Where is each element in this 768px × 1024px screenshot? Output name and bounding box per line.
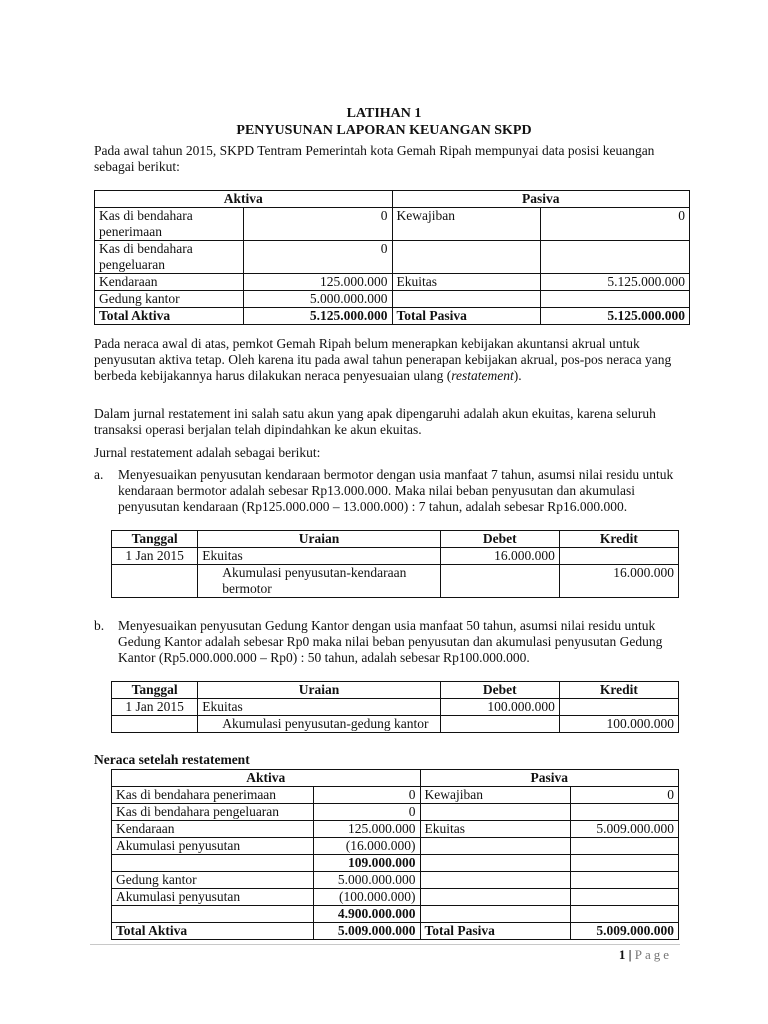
total-pasiva-label: Total Pasiva [392,308,541,325]
aktiva-value: 0 [314,804,420,821]
pasiva-value: 0 [541,208,690,241]
table-row [95,274,690,291]
aktiva-label: Kas di bendahara pengeluaran [112,804,314,821]
table-row [112,565,679,598]
aktiva-subtotal: 4.900.000.000 [314,906,420,923]
pasiva-header: Pasiva [420,770,679,787]
pasiva-label [392,241,541,274]
total-row [95,308,690,325]
col-kredit: Kredit [559,682,678,699]
credit-cell [559,699,678,716]
pasiva-label [420,906,570,923]
pasiva-label [392,291,541,308]
document-title: LATIHAN 1 [346,106,422,121]
aktiva-subtotal: 109.000.000 [314,855,420,872]
restated-balance-table [111,769,679,940]
pasiva-value: 0 [570,787,678,804]
paragraph-equity: Dalam jurnal restatement ini salah satu akun yang apak dipengaruhi adalah akun ekuitas, karena seluruh transaksi operasi berjalan telah dipindahkan ke akun ekuitas. [94,406,656,437]
pasiva-header: Pasiva [392,191,690,208]
pasiva-label: Kewajiban [392,208,541,241]
list-item-b-text: Menyesuaikan penyusutan Gedung Kantor dengan usia manfaat 50 tahun, asumsi nilai residu untuk Gedung Kantor adalah sebesar Rp0 maka nilai beban penyusutan dan akumulasi penyusutan Gedung Kantor (Rp5.000.000.000 – Rp0) : 50 tahun, adalah sebesar Rp100.000.000. [118,618,663,665]
debit-cell [440,565,559,598]
aktiva-header: Aktiva [112,770,421,787]
pasiva-label [420,872,570,889]
desc-cell: Ekuitas [198,699,440,716]
table-row [95,208,690,241]
credit-cell [559,548,678,565]
total-aktiva-value: 5.009.000.000 [314,923,420,940]
total-pasiva-label: Total Pasiva [420,923,570,940]
debit-cell [440,716,559,733]
aktiva-label: Kas di bendahara penerimaan [112,787,314,804]
aktiva-header: Aktiva [95,191,393,208]
journal-table-b [111,681,679,733]
table-row [95,291,690,308]
pasiva-value [570,872,678,889]
aktiva-value: 0 [243,208,392,241]
table-header-row [112,770,679,787]
aktiva-label: Kendaraan [95,274,244,291]
pasiva-label: Ekuitas [392,274,541,291]
debit-cell: 100.000.000 [440,699,559,716]
table-row [112,889,679,906]
desc-cell: Ekuitas [198,548,440,565]
pasiva-label [420,855,570,872]
page-label: Page [634,947,672,962]
pasiva-label: Kewajiban [420,787,570,804]
table-header-row [112,531,679,548]
total-pasiva-value: 5.009.000.000 [570,923,678,940]
date-cell [112,716,198,733]
date-cell: 1 Jan 2015 [112,548,198,565]
aktiva-label: Gedung kantor [95,291,244,308]
table-row [112,787,679,804]
footer-separator: | [628,947,632,962]
desc-cell: Akumulasi penyusutan-gedung kantor [198,716,440,733]
paragraph-journal-intro: Jurnal restatement adalah sebagai berikut: [94,445,321,460]
aktiva-value: (16.000.000) [314,838,420,855]
pasiva-label [420,838,570,855]
col-uraian: Uraian [198,531,440,548]
aktiva-label [112,855,314,872]
aktiva-label: Kendaraan [112,821,314,838]
aktiva-value: 125.000.000 [314,821,420,838]
table-row [112,872,679,889]
table-header-row [112,682,679,699]
col-tanggal: Tanggal [112,682,198,699]
col-debet: Debet [440,531,559,548]
col-kredit: Kredit [559,531,678,548]
list-item-a-text: Menyesuaikan penyusutan kendaraan bermotor dengan usia manfaat 7 tahun, asumsi nilai residu untuk kendaraan bermotor adalah sebesar Rp13.000.000. Maka nilai beban penyusutan dan akumulasi penyusutan kendaraan (Rp125.000.000 – 13.000.000) : 7 tahun, adalah sebesar Rp16.000.000. [118,467,674,514]
intro-paragraph: Pada awal tahun 2015, SKPD Tentram Pemerintah kota Gemah Ripah mempunyai data posisi keuangan sebagai berikut: [94,143,655,174]
table-row [112,699,679,716]
pasiva-value [541,291,690,308]
debit-cell: 16.000.000 [440,548,559,565]
paragraph-restatement-intro [94,336,684,384]
paragraph-text-end: ). [513,368,522,383]
page-footer [619,947,672,963]
credit-cell: 100.000.000 [559,716,678,733]
table-row [112,804,679,821]
table-row [112,855,679,872]
table-row [112,821,679,838]
journal-table-a [111,530,679,598]
pasiva-value [541,241,690,274]
aktiva-value: 125.000.000 [243,274,392,291]
table-row [112,716,679,733]
pasiva-value: 5.125.000.000 [541,274,690,291]
aktiva-value: 5.000.000.000 [243,291,392,308]
pasiva-value: 5.009.000.000 [570,821,678,838]
pasiva-label [420,889,570,906]
total-pasiva-value: 5.125.000.000 [541,308,690,325]
table-row [95,241,690,274]
aktiva-label: Gedung kantor [112,872,314,889]
aktiva-value: 0 [314,787,420,804]
initial-balance-table [94,190,690,325]
aktiva-label: Akumulasi penyusutan [112,838,314,855]
table-row [112,548,679,565]
pasiva-label [420,804,570,821]
restated-heading: Neraca setelah restatement [94,752,250,767]
desc-cell: Akumulasi penyusutan-kendaraan bermotor [198,565,440,598]
aktiva-value: 5.000.000.000 [314,872,420,889]
pasiva-value [570,838,678,855]
page-number: 1 [618,947,626,962]
table-header-row [95,191,690,208]
aktiva-label: Kas di bendahara pengeluaran [95,241,244,274]
col-uraian: Uraian [198,682,440,699]
pasiva-value [570,906,678,923]
col-tanggal: Tanggal [112,531,198,548]
italic-term: restatement [451,368,514,383]
total-aktiva-label: Total Aktiva [112,923,314,940]
total-row [112,923,679,940]
pasiva-value [570,889,678,906]
list-letter-a: a. [94,467,104,482]
pasiva-value [570,855,678,872]
table-row [112,838,679,855]
pasiva-value [570,804,678,821]
aktiva-label: Kas di bendahara penerimaan [95,208,244,241]
credit-cell: 16.000.000 [559,565,678,598]
list-letter-b: b. [94,618,105,633]
table-row [112,906,679,923]
paragraph-text: Pada neraca awal di atas, pemkot Gemah Ripah belum menerapkan kebijakan akuntansi akrual untuk penyusutan aktiva tetap. Oleh karena itu pada awal tahun penerapan kebijakan akrual, pos-pos neraca yang berbeda kebijakannya harus dilakukan neraca penyesuaian ulang ( [94,336,672,383]
document-subtitle: PENYUSUNAN LAPORAN KEUANGAN SKPD [236,123,532,138]
col-debet: Debet [440,682,559,699]
aktiva-value: 0 [243,241,392,274]
date-cell: 1 Jan 2015 [112,699,198,716]
aktiva-value: (100.000.000) [314,889,420,906]
pasiva-label: Ekuitas [420,821,570,838]
aktiva-label [112,906,314,923]
footer-divider [90,944,680,945]
aktiva-label: Akumulasi penyusutan [112,889,314,906]
total-aktiva-value: 5.125.000.000 [243,308,392,325]
total-aktiva-label: Total Aktiva [95,308,244,325]
date-cell [112,565,198,598]
